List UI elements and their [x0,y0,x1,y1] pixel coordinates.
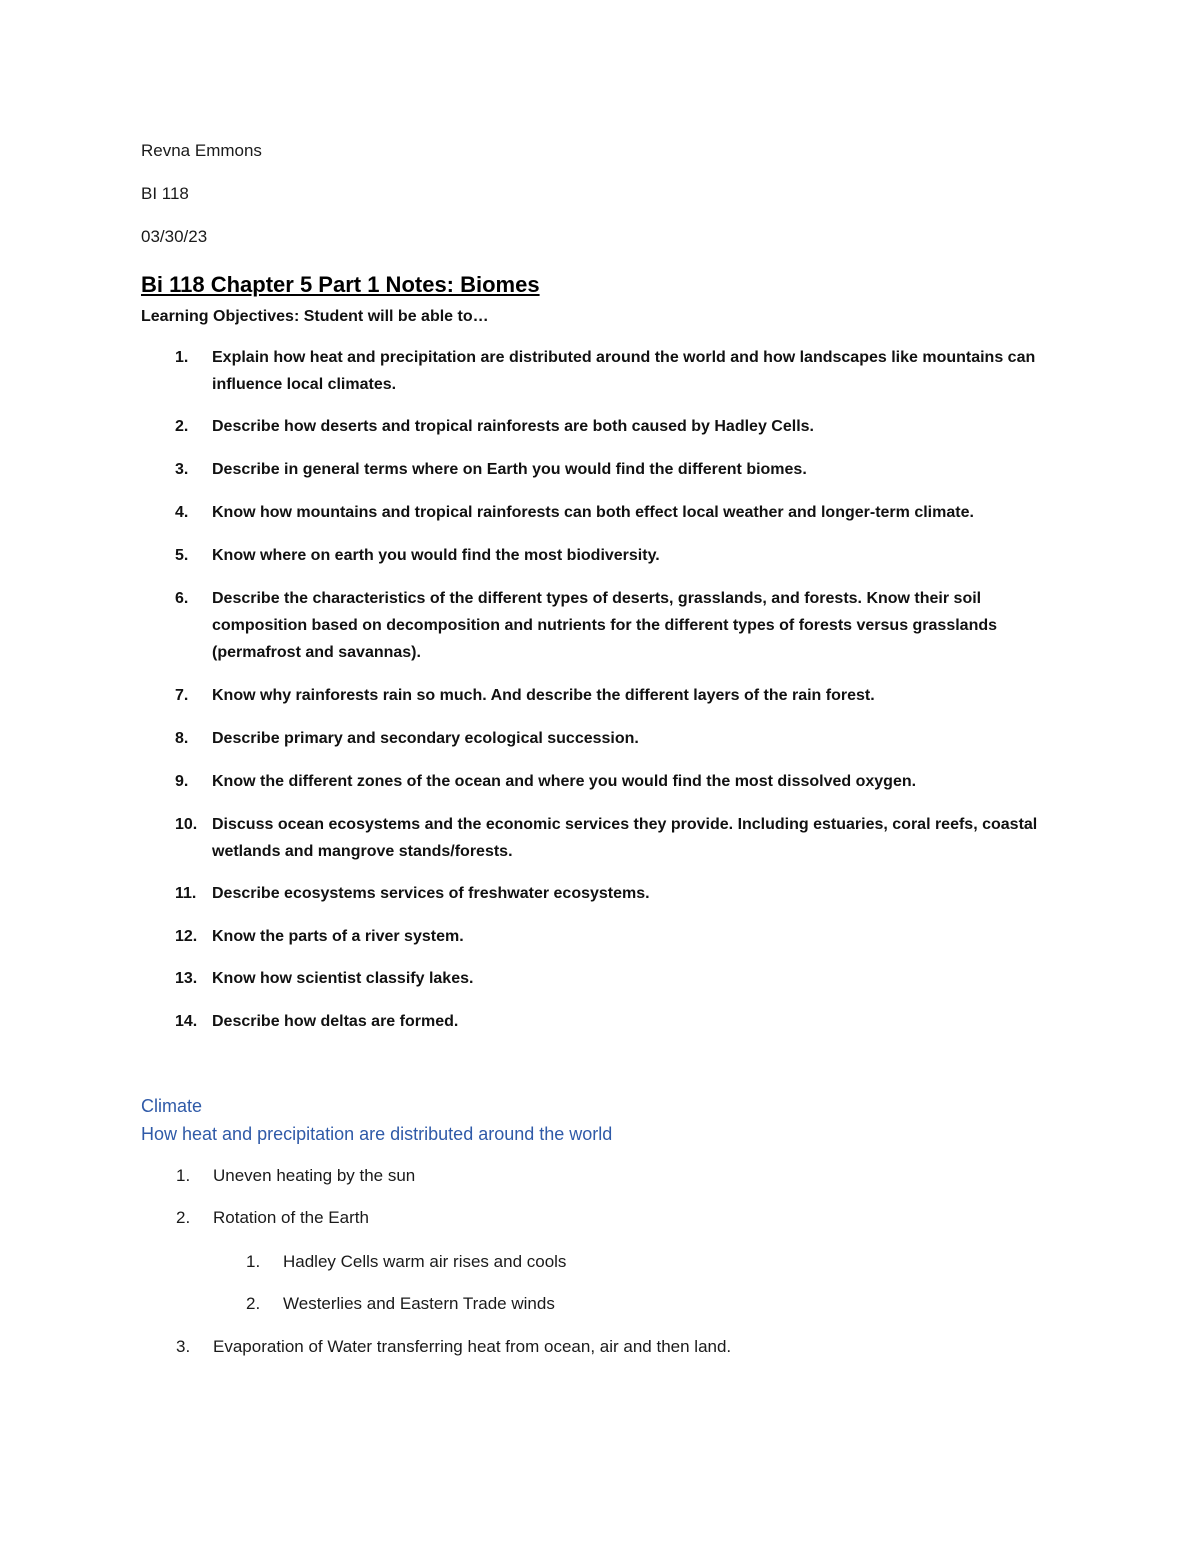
list-number: 14. [175,1013,198,1030]
list-item [141,965,1071,992]
list-text: Describe primary and secondary ecological succession. [212,730,639,747]
list-item [141,923,1071,950]
list-text: Describe the characteristics of the different types of deserts, grasslands, and forests. Know their soil composition based on decomposition and nutrients for the different types of forests versus grasslands (permafrost and savannas). [212,590,998,661]
list-number: 2. [176,1208,191,1227]
list-text: Describe how deltas are formed. [212,1013,459,1030]
list-item [141,456,1071,483]
list-item [141,413,1071,440]
list-text: Uneven heating by the sun [213,1166,416,1185]
list-text: Rotation of the Earth [213,1208,369,1227]
list-text: Know how mountains and tropical rainforests can both effect local weather and longer-term climate. [212,504,974,521]
list-number: 7. [175,687,189,704]
list-number: 3. [175,461,189,478]
list-number: 2. [246,1294,261,1313]
list-item [141,585,1071,666]
list-item [141,344,1071,398]
list-number: 13. [175,970,198,987]
list-number: 6. [175,590,189,607]
section-heading-climate: Climate [141,1096,203,1116]
list-number: 3. [176,1337,191,1356]
list-text: Know why rainforests rain so much. And describe the different layers of the rain forest. [212,687,875,704]
list-item [141,1008,1071,1035]
list-item [141,499,1071,526]
list-number: 11. [175,885,197,902]
author-name: Revna Emmons [141,141,262,160]
list-text: Describe ecosystems services of freshwater ecosystems. [212,885,650,902]
date-line: 03/30/23 [141,227,208,246]
list-text: Explain how heat and precipitation are distributed around the world and how landscapes like mountains can influence local climates. [212,349,1036,393]
list-text: Know the parts of a river system. [212,928,464,945]
list-number: 8. [175,730,189,747]
list-number: 2. [175,418,189,435]
list-number: 10. [175,816,198,833]
list-number: 12. [175,928,198,945]
list-text: Describe how deserts and tropical rainforests are both caused by Hadley Cells. [212,418,814,435]
list-text: Know where on earth you would find the most biodiversity. [212,547,660,564]
list-number: 1. [246,1252,261,1271]
list-number: 9. [175,773,189,790]
list-text: Describe in general terms where on Earth you would find the different biomes. [212,461,807,478]
list-number: 4. [175,504,189,521]
list-item [141,768,1071,795]
list-item [141,880,1071,907]
list-item [141,811,1071,865]
section-subheading: How heat and precipitation are distributed around the world [141,1124,613,1144]
list-number: 1. [175,349,189,366]
list-text: Discuss ocean ecosystems and the economic services they provide. Including estuaries, coral reefs, coastal wetlands and mangrove stands/forests. [212,816,1038,860]
list-text: Westerlies and Eastern Trade winds [283,1294,555,1313]
list-text: Know the different zones of the ocean and where you would find the most dissolved oxygen. [212,773,917,790]
list-number: 5. [175,547,189,564]
document-title: Bi 118 Chapter 5 Part 1 Notes: Biomes [141,272,540,297]
list-text: Evaporation of Water transferring heat from ocean, air and then land. [213,1337,732,1356]
list-text: Know how scientist classify lakes. [212,970,474,987]
objectives-intro: Learning Objectives: Student will be able to… [141,308,489,325]
list-number: 1. [176,1166,191,1185]
list-item [141,542,1071,569]
list-text: Hadley Cells warm air rises and cools [283,1252,567,1271]
list-item [141,682,1071,709]
course-code: BI 118 [141,184,189,203]
list-item [141,725,1071,752]
